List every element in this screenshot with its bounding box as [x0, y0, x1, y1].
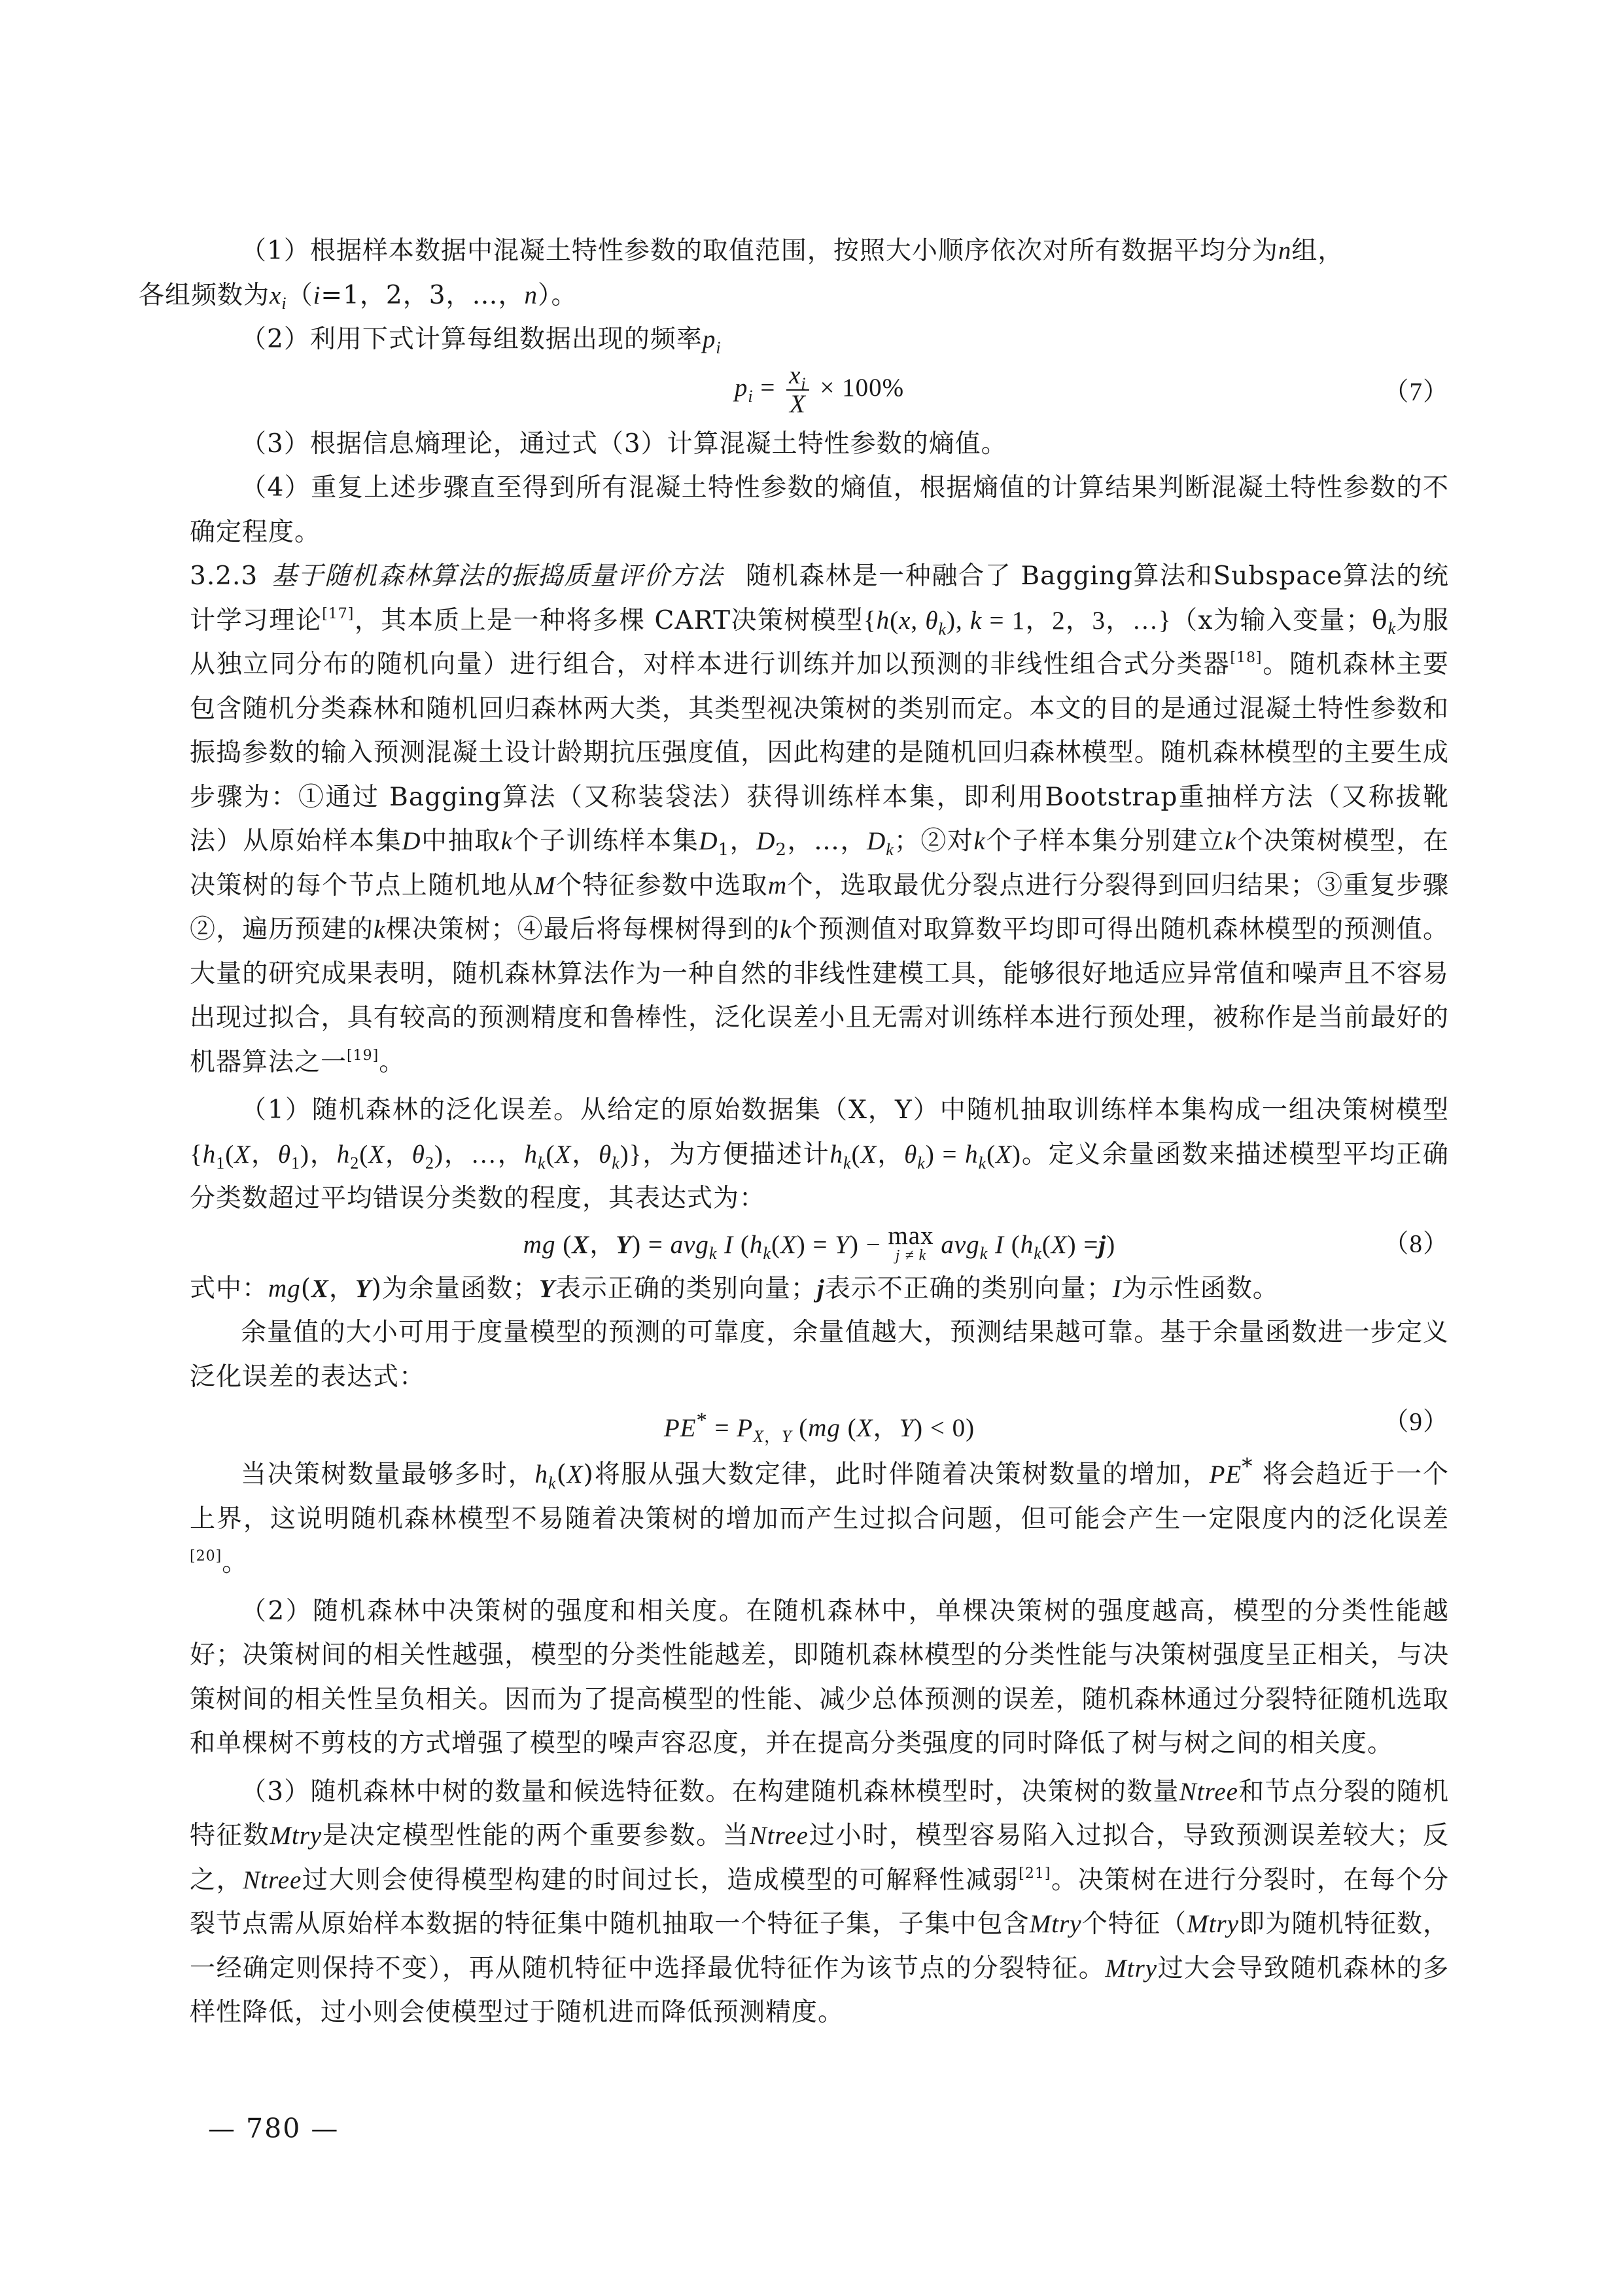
step-1: （1）根据样本数据中混凝土特性参数的取值范围，按照大小顺序依次对所有数据平均分为n组， 各组频数为$x_i(i=1$，2，3，…，n）。	[139, 236, 1344, 313]
citation: [20]	[190, 1548, 222, 1564]
margin-paragraph: 余量值的大小可用于度量模型的预测的可靠度，余量值越大，预测结果越可靠。基于余量函数进一步定义泛化误差的表达式：	[190, 1318, 1449, 1392]
page-number: — 780 —	[208, 2113, 340, 2144]
step-4: （4）重复上述步骤直至得到所有混凝土特性参数的熵值，根据熵值的计算结果判断混凝土特性参数的不确定程度。	[190, 473, 1449, 547]
strength-paragraph: （2）随机森林中决策树的强度和相关度。在随机森林中，单棵决策树的强度越高，模型的分类性能越好；决策树间的相关性越强，模型的分类性能越差，即随机森林模型的分类性能与决策树强度呈正相关，与决策树间的相关性呈负相关。因而为了提高模型的性能、减少总体预测的误差，随机森林通过分裂特征随机选取和单棵树不剪枝的方式增强了模型的噪声容忍度，并在提高分类强度的同时降低了树与树之间的相关度。	[190, 1596, 1449, 1758]
equation-number: （8）	[1383, 1229, 1449, 1258]
equation-8: mg (X，Y) = avg$_k$ I $(h_k(X) = Y) - \max$ j ≠ k avg$_k$ I $(h_k(X) =j)$ （8）	[190, 1221, 1449, 1267]
citation: [18]	[1230, 650, 1263, 666]
body-text	[139, 229, 1449, 2035]
step-3: （3）根据信息熵理论，通过式（3）计算混凝土特性参数的熵值。	[241, 429, 1007, 459]
section-number: 3.2.3	[190, 561, 258, 591]
equation-7: $p_i$ = $\frac{x_i}{X}$ × 100% （7）	[734, 361, 1449, 418]
citation: [19]	[347, 1047, 379, 1064]
section-title: 基于随机森林算法的振捣质量评价方法	[271, 561, 724, 591]
step-2: （2）利用下式计算每组数据出现的频率$p_i$	[241, 325, 722, 357]
fraction: $\frac{x_i}{X}$	[786, 362, 809, 418]
equation-number: （7）	[1383, 377, 1449, 406]
law-paragraph: 当决策树数量最够多时，$h_k(X)$将服从强大数定律，此时伴随着决策树数量的增加，PE* 将会趋近于一个上界，这说明随机森林模型不易随着决策树的增加而产生过拟合问题，但可能会产生一定限度内的泛化误差[20]。	[190, 1454, 1449, 1578]
trees-paragraph: （3）随机森林中树的数量和候选特征数。在构建随机森林模型时，决策树的数量Ntree和节点分裂的随机特征数Mtry是决定模型性能的两个重要参数。当Ntree过小时，模型容易陷入过拟合，导致预测误差较大；反之，Ntree过大则会使得模型构建的时间过长，造成模型的可解释性减弱[21]。决策树在进行分裂时，在每个分裂节点需从原始样本数据的特征集中随机抽取一个特征子集，子集中包含Mtry个特征（Mtry即为随机特征数，一经确定则保持不变），再从随机特征中选择最优特征作为该节点的分裂特征。Mtry过大会导致随机森林的多样性降低，过小则会使模型过于随机进而降低预测精度。	[190, 1776, 1449, 2027]
equation-9: $PE^* = P_{X,Y}$ (mg (X，Y) < 0) （9）	[190, 1399, 1449, 1445]
section-3-2-3: 3.2.3 基于随机森林算法的振捣质量评价方法 随机森林是一种融合了 Bagging算法和Subspace算法的统计学习理论[17]，其本质上是一种将多棵 CART决策树模型{h(x, $\theta_k$), k = 1，2，3，…}（x为输入变量；$\theta_k$为服从独立同分布的随机向量）进行组合，对样本进行训练并加以预测的非线性组合式分类器[18]。随机森林主要包含随机分类森林和随机回归森林两大类，其类型视决策树的类别而定。本文的目的是通过混凝土特性参数和振捣参数的输入预测混凝土设计龄期抗压强度值，因此构建的是随机回归森林模型。随机森林模型的主要生成步骤为：①通过 Bagging算法（又称装袋法）获得训练样本集，即利用Bootstrap重抽样方法（又称拔靴法）从原始样本集D中抽取k个子训练样本集$D_1$，$D_2$，…，$D_k$；②对k个子样本集分别建立k个决策树模型，在决策树的每个节点上随机地从M个特征参数中选取m个，选取最优分裂点进行分裂得到回归结果；③重复步骤②，遍历预建的k棵决策树；④最后将每棵树得到的k个预测值对取算数平均即可得出随机森林模型的预测值。大量的研究成果表明，随机森林算法作为一种自然的非线性建模工具，能够很好地适应异常值和噪声且不容易出现过拟合，具有较高的预测精度和鲁棒性，泛化误差小且无需对训练样本进行预处理，被称作是当前最好的机器算法之一[19]。	[190, 561, 1449, 1077]
generalization-error-paragraph: （1）随机森林的泛化误差。从给定的原始数据集（X，Y）中随机抽取训练样本集构成一组决策树模型{$h_1(X$，$\theta_1$)，$h_2(X$，$\theta_2$)，…，$h_k(X$，$\theta_k$)}，为方便描述计$h_k(X$，$\theta_k) = h_k(X)$。定义余量函数来描述模型平均正确分类数超过平均错误分类数的程度，其表达式为：	[190, 1095, 1449, 1213]
equation-number: （9）	[1383, 1407, 1449, 1436]
max-operator: max j ≠ k	[888, 1221, 934, 1264]
citation: [17]	[322, 605, 355, 622]
equation-8-note: 式中：mg(X，Y)为余量函数；Y表示正确的类别向量；j表示不正确的类别向量；I为示性函数。	[190, 1273, 1279, 1303]
citation: [21]	[1019, 1865, 1051, 1882]
